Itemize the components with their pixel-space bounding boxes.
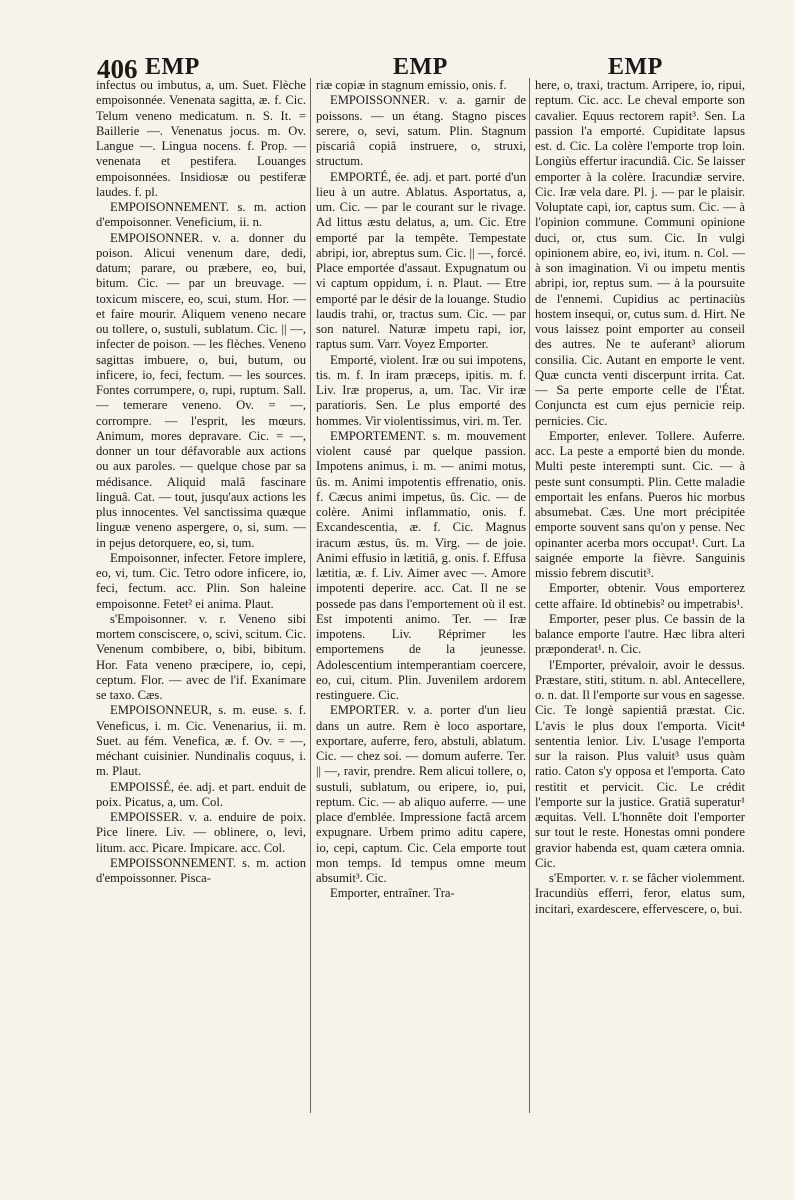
entry-paragraph: s'Empoisonner. v. r. Veneno sibi mortem consciscere, o, scivi, scitum. Cic. Venenum combibere, o, bibi, bibitum. Hor. Fata veneno præcipere, io, cepi, ceptum. Flor. — avec de l'if. Exanimare se taxo. Cæs. [96,611,306,702]
entry-paragraph: EMPOISONNER. v. a. donner du poison. Alicui venenum dare, dedi, datum; parare, ou præbere, eo, bui, bitum. Cic. — par un breuvage. — toxicum miscere, eo, scui, stum. Hor. — et faire mourir. Aliquem veneno necare ou tollere, o, sustuli, sublatum. Cic. || —, infecter de poison. — les flèches. Veneno sagittas imbuere, o, bui, butum, ou inficere, io, feci, fectum. — les sources. Fontes corrumpere, o, rupi, ruptum. Sall. — temerare veneno. Ov. = —, corrompre. — l'esprit, les mœurs. Animum, mores depravare. Cic. = —, donner un tour défavorable aux actions ou aux paroles. — quelque chose par sa médisance. Aliquid malâ fascinare linguâ. Cat. — tout, jusqu'aux actions les plus innocentes. Vel sanctissima quæque linguæ veneno aspergere, o, si, sum. — in pejus detorquere, eo, si, tum. [96,230,306,550]
column-divider [310,78,311,1113]
entry-paragraph: EMPOISSONNEMENT. s. m. action d'empoissonner. Pisca- [96,855,306,885]
entry-paragraph: s'Emporter. v. r. se fâcher violemment. Iracundiùs efferri, feror, elatus sum, incitari, exardescere, effervescere, o, bui. [535,871,745,916]
entry-paragraph: Emporter, entraîner. Tra- [330,886,455,901]
running-head-center: EMP [393,54,448,80]
entry-paragraph: Emporté, violent. Iræ ou sui impotens, tis. m. f. In iram præceps, ipitis. m. f. Liv. Iræ properus, a, um. Tac. Vir iræ paratioris. Sen. Le plus emporté des hommes. Vir violentissimus, viri. m. Ter. [316,352,526,428]
entry-paragraph: riæ copiæ in stagnum emissio, onis. f. [316,78,507,92]
entry-paragraph: Emporter, enlever. Tollere. Auferre. acc. La peste a emporté bien du monde. Multi peste interempti sunt. Cic. — à peste sunt consumpti. Plin. Cette maladie emportait les enfans. Pueros hic morbus absumebat. Cæs. Une mort précipitée emporte souvent sans qu'on y pense. Nec opinanter acerba mors occupat¹. Curt. La saignée emporte la fièvre. Sanguinis missio febrem discutit³. [535,428,745,580]
column-left [96,78,306,1128]
entry-paragraph: EMPORTÉ, ée. adj. et part. porté d'un lieu à un autre. Ablatus. Asportatus, a, um. Cic. — par le courant sur le rivage. Ad littus æstu delatus, a, um. Cic. Etre emporté par la tempête. Tempestate abripi, ior, abreptus sum. Cic. || —, forcé. Place emportée d'assaut. Expugnatum ou vi captum oppidum, i. n. Plaut. — Etre emporté par le désir de la louange. Studio laudis trahi, or, tractus sum. Cic. — par son naturel. Naturæ impetu rapi, ior, raptus sum. Varr. Voyez Emporter. [316,169,526,352]
entry-paragraph: infectus ou imbutus, a, um. Suet. Flèche empoisonnée. Venenata sagitta, æ. f. Cic. Telum veneno medicatum. n. S. It. = Baillerie —. Venenatus jocus. m. Ov. Langue —. Lingua nocens. f. Prop. — venenata et pestifera. Louanges empoisonnées. Insidiosæ ou pestiferæ laudes. f. pl. [96,78,306,199]
entry-paragraph: EMPOISSONNER. v. a. garnir de poissons. — un étang. Stagno pisces serere, o, sevi, satum. Plin. Stagnum piscariâ copiâ instruere, o, struxi, structum. [316,93,526,169]
running-head-right: EMP [608,54,663,80]
column-right [535,78,745,1128]
entry-paragraph: EMPORTEMENT. s. m. mouvement violent causé par quelque passion. Impotens animus, i. m. — animi motus, ûs. m. Animi impotentis effrenatio, onis. f. Cæcus animi impetus, ûs. Cic. — de colère. Animi inflammatio, onis. f. Excandescentia, æ. f. Cic. Magnus iracum æstus, ûs. m. Virg. — de joie. Animi effusio in lætitiâ, g. onis. f. Effusa lætitia, æ. f. Liv. Aimer avec —. Amore impotenti deperire. acc. Cat. Il ne se possede pas dans l'emportement où il est. Est impotenti animo. Ter. — Iræ impotens. Liv. Réprimer les emportemens de la jeunesse. Adolescentium intemperantiam coercere, eo, cui, citum. Plin. Juvenilem ardorem restinguere. Cic. [316,428,526,702]
entry-paragraph: EMPOISONNEUR, s. m. euse. s. f. Veneficus, i. m. Cic. Venenarius, ii. m. Suet. au fém. Venefica, æ. f. Ov. = —, méchant cuisinier. Nundinalis coquus, i. m. Plaut. [96,703,306,779]
page-number: 406 [97,54,138,84]
entry-paragraph: here, o, traxi, tractum. Arripere, io, ripui, reptum. Cic. acc. Le cheval emporte son cavalier. Equus rectorem rapit³. Sen. La passion l'a emporté. Cupiditate lapsus est. d. Cic. La colère l'emporte trop loin. Longiùs effertur iracundiâ. Cic. Se laisser emporter à la colère. Iracundiæ servire. Cic. Iræ vela dare. Pl. j. — par le plaisir. Voluptate capi, ior, captus sum. Cic. — à l'opinion commune. Communi opinione duci, or, ctus sum. Cic. In vulgi opinionem abire, eo, ivi, itum. n. Col. — à son imagination. Vi ou impetu mentis abripi, ior, reptus sum. — à la poursuite de l'ennemi. Cupidius ac pertinaciùs hostem insequi, or, cutus sum. d. Hirt. Ne vous laissez point emporter au conseil des autres. Ne te auferant³ aliorum consilia. Cic. Autant en emporte le vent. Quæ cuncta venti discerpunt irrita. Cat. — Sa perte emporte celle de l'État. Conjuncta est cum ejus pernicie reip. pernicies. Cic. [535,78,745,428]
entry-paragraph: Emporter, obtenir. Vous emporterez cette affaire. Id obtinebis² ou impetrabis¹. [535,581,745,611]
running-head-left: EMP [145,54,200,80]
entry-paragraph: l'Emporter, prévaloir, avoir le dessus. Præstare, stiti, stitum. n. abl. Antecellere, o. n. dat. Il l'emporte sur vous en sagesse. Cic. Te longè sapientiâ præstat. Cic. L'avis le plus doux l'emporta. Vicit⁴ sententia lenior. Liv. L'usage l'emporta sur la raison. Plus valuit³ usus quàm ratio. Caton s'y opposa et l'emporta. Cato restitit et pervicit. Cic. Le crédit l'emporte sur la justice. Gratiâ superatur¹ æquitas. Vell. L'honnête doit l'emporter sur tout le reste. Honestas omni pondere gravior habenda est, quam cætera omnia. Cic. [535,657,745,870]
column-divider [529,78,530,1113]
column-center [316,78,526,1128]
entry-paragraph: EMPOISSER. v. a. enduire de poix. Pice linere. Liv. — oblinere, o, levi, litum. acc. Picare. Impicare. acc. Col. [96,810,306,855]
entry-paragraph: EMPOISSÉ, ée. adj. et part. enduit de poix. Picatus, a, um. Col. [96,779,306,809]
entry-paragraph: Emporter, peser plus. Ce bassin de la balance emporte l'autre. Hæc libra alteri præponderat¹. n. Cic. [535,611,745,657]
entry-paragraph: EMPORTER. v. a. porter d'un lieu dans un autre. Rem è loco asportare, exportare, auferre, fero, abstuli, ablatum. Cic. — chez soi. — domum auferre. Ter. || —, ravir, prendre. Rem alicui tollere, o, sustuli, sublatum, ou eripere, io, pui, reptum. Cic. — ab aliquo auferre. — une place d'emblée. Impressione factâ arcem expugnare. Urbem primo aditu capere, io, cepi, captum. Cic. Cela emporte tout mon temps. Id tempus omne meum absumit³. Cic. [316,703,526,885]
entry-paragraph: EMPOISONNEMENT. s. m. action d'empoisonner. Veneficium, ii. n. [96,200,306,230]
entry-paragraph: Empoisonner, infecter. Fetore implere, eo, vi, tum. Cic. Tetro odore inficere, io, feci, fectum. acc. Plin. Son haleine empoisonne. Fetet² ei anima. Plaut. [96,550,306,611]
